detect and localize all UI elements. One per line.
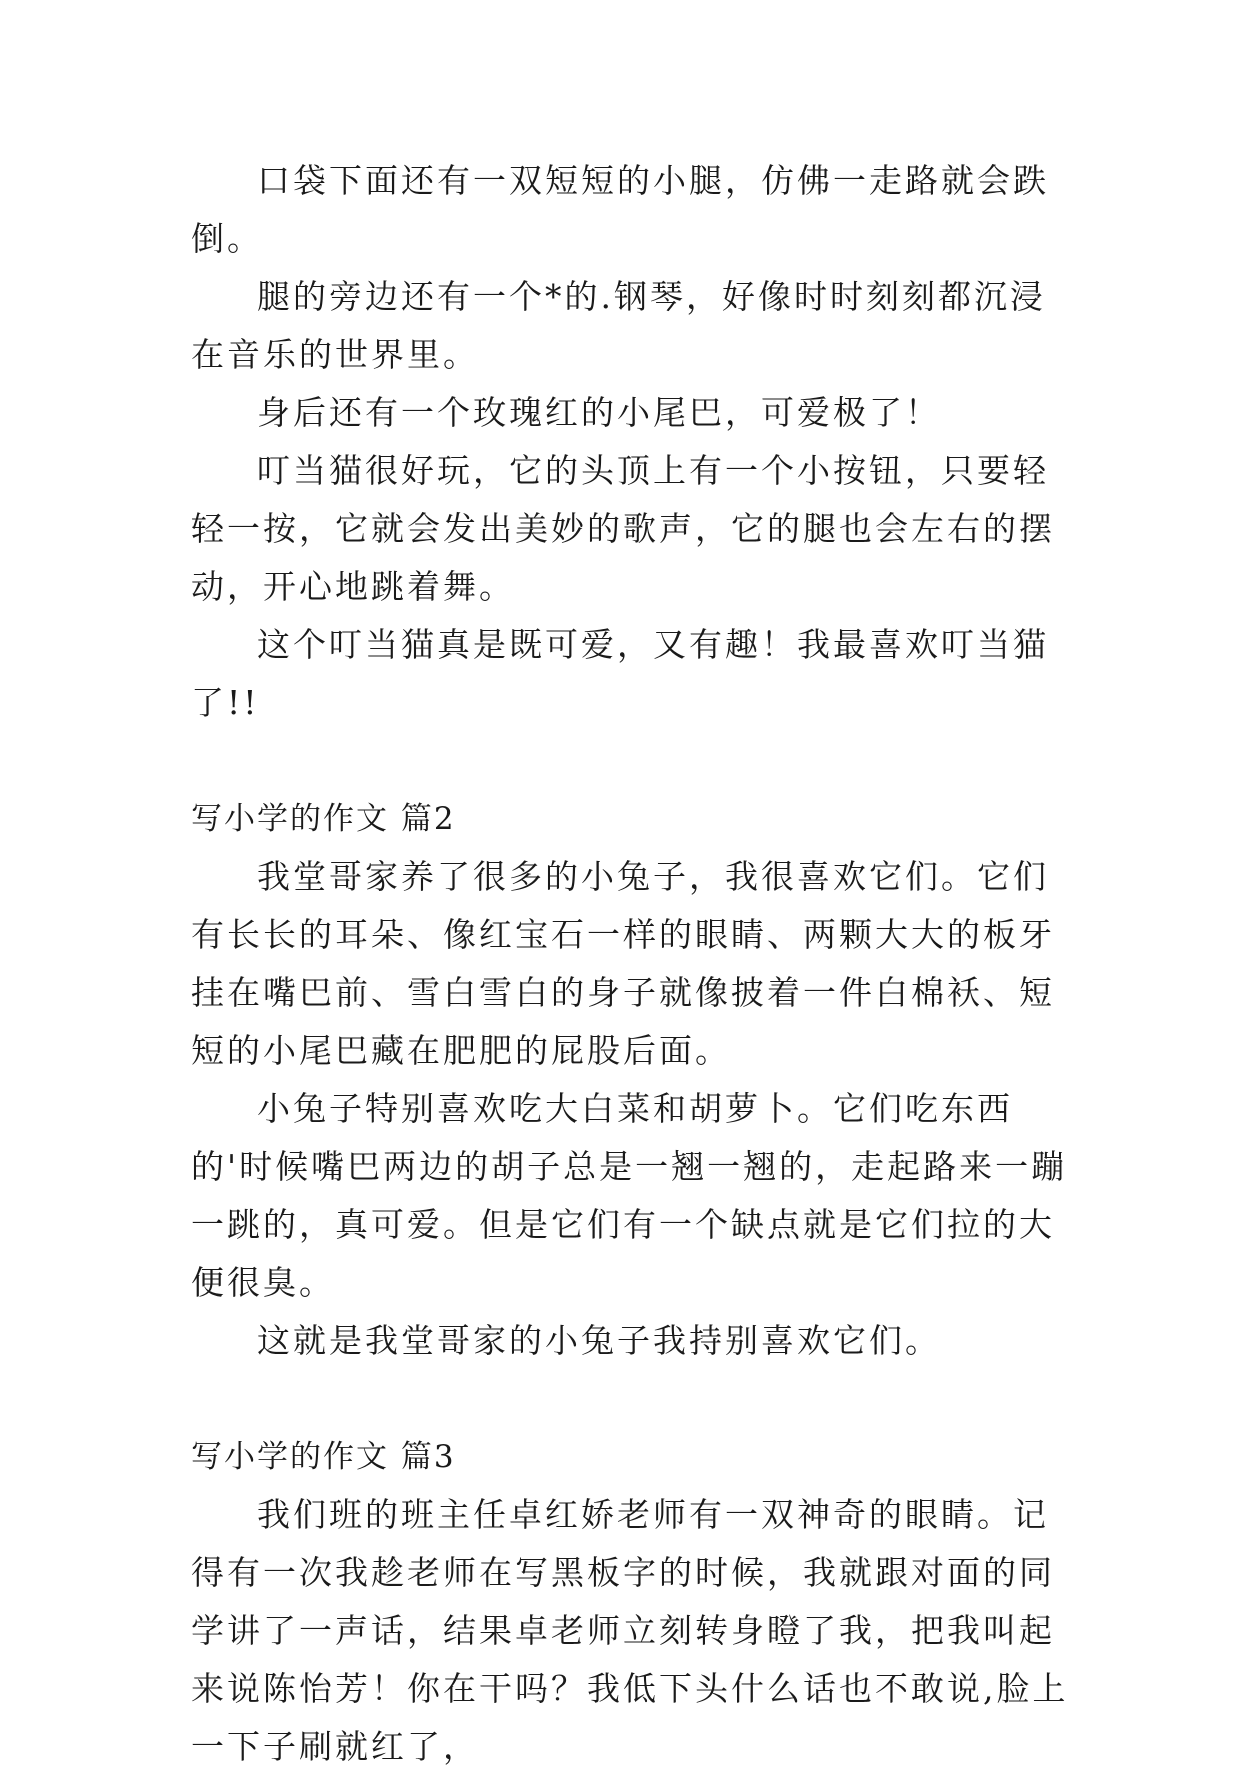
section-spacer: [191, 1370, 1071, 1428]
paragraph: 我堂哥家养了很多的小兔子，我很喜欢它们。它们有长长的耳朵、像红宝石一样的眼睛、两颗大大的板牙挂在嘴巴前、雪白雪白的身子就像披着一件白棉袄、短短的小尾巴藏在肥肥的屁股后面。: [191, 857, 1055, 1070]
paragraph: 这就是我堂哥家的小兔子我持别喜欢它们。: [257, 1321, 941, 1360]
paragraph: 这个叮当猫真是既可爱，又有趣！我最喜欢叮当猫了!!: [191, 625, 1049, 722]
section-heading: 写小学的作文 篇3: [191, 1439, 456, 1475]
paragraph: 我们班的班主任卓红娇老师有一双神奇的眼睛。记得有一次我趁老师在写黑板字的时候，我就跟对面的同学讲了一声话，结果卓老师立刻转身瞪了我，把我叫起来说陈怡芳！你在干吗？我低下头什么话也不敢说,脸上一下子刷就红了，: [191, 1495, 1069, 1766]
section-heading: 写小学的作文 篇2: [191, 801, 456, 837]
paragraph: 口袋下面还有一双短短的小腿，仿佛一走路就会跌倒。: [191, 161, 1049, 258]
paragraph: 小兔子特别喜欢吃大白菜和胡萝卜。它们吃东西的'时候嘴巴两边的胡子总是一翘一翘的，走起路来一蹦一跳的，真可爱。但是它们有一个缺点就是它们拉的大便很臭。: [191, 1089, 1068, 1302]
section-spacer: [191, 732, 1071, 790]
document-body: [191, 152, 1071, 1776]
paragraph: 身后还有一个玫瑰红的小尾巴，可爱极了！: [257, 393, 941, 432]
paragraph: 叮当猫很好玩，它的头顶上有一个小按钮，只要轻轻一按，它就会发出美妙的歌声，它的腿也会左右的摆动，开心地跳着舞。: [191, 451, 1055, 606]
paragraph: 腿的旁边还有一个*的.钢琴，好像时时刻刻都沉浸在音乐的世界里。: [191, 277, 1046, 374]
